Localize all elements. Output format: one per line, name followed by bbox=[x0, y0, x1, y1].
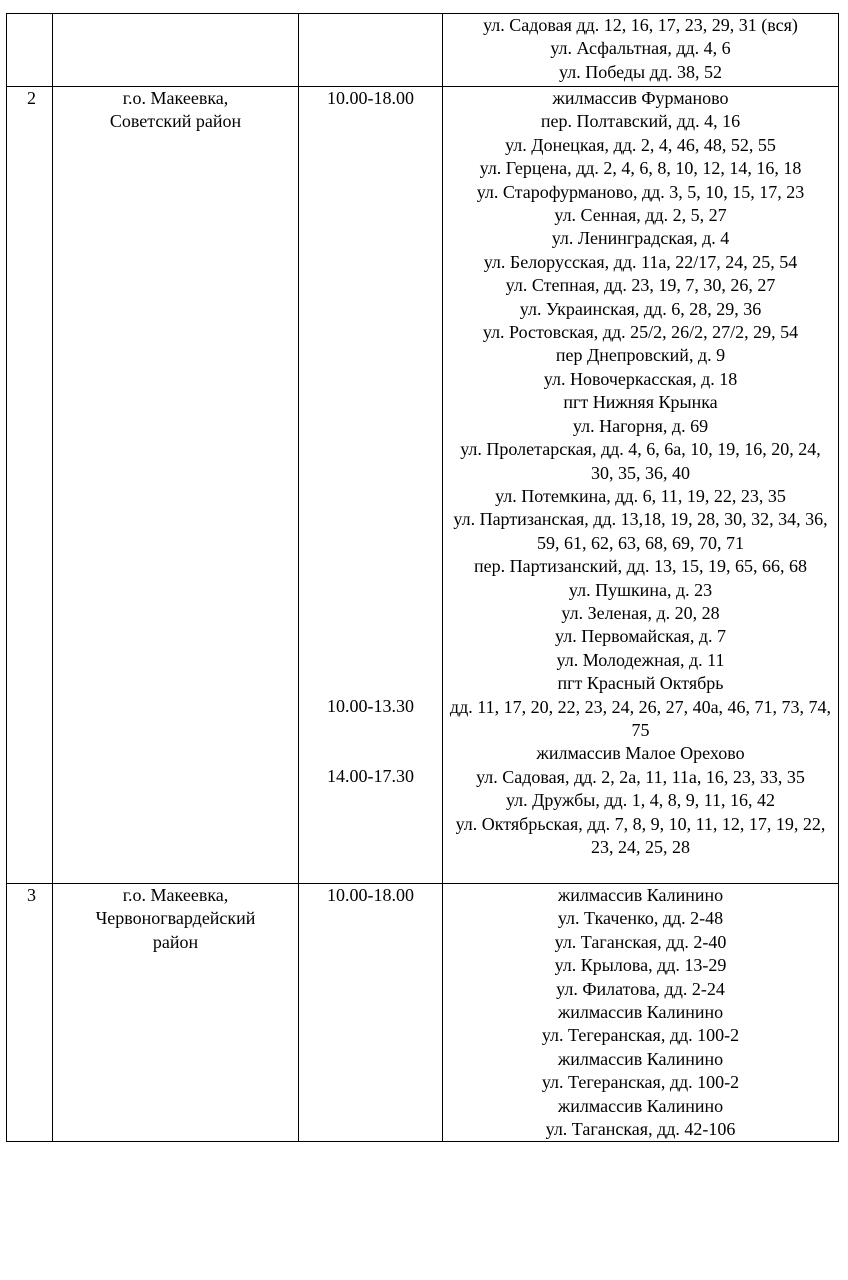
table-row bbox=[7, 884, 839, 1142]
outage-schedule-table bbox=[6, 13, 839, 1142]
address-line: ул. Октябрьская, дд. 7, 8, 9, 10, 11, 12, 17, 19, 22, 23, 24, 25, 28 bbox=[455, 813, 826, 857]
time-cell bbox=[299, 884, 443, 1142]
row-number-cell: 3 bbox=[7, 884, 53, 1142]
table-row bbox=[7, 14, 839, 87]
address-line: пгт Красный Октябрь bbox=[557, 673, 724, 694]
address-line: ул. Тегеранская, дд. 100-2 bbox=[541, 1072, 740, 1093]
area-line: г.о. Макеевка, bbox=[122, 885, 229, 905]
address-line: ул. Донецкая, дд. 2, 4, 46, 48, 52, 55 bbox=[505, 134, 776, 155]
address-cell bbox=[443, 14, 839, 87]
address-line: пер Днепровский, д. 9 bbox=[555, 345, 726, 366]
row-number-cell: 2 bbox=[7, 87, 53, 884]
address-line: ул. Садовая, дд. 2, 2а, 11, 11а, 16, 23, 33, 35 bbox=[476, 766, 805, 787]
area-line: г.о. Макеевка, bbox=[122, 88, 229, 108]
time-range: 10.00-18.00 bbox=[327, 885, 414, 905]
address-line: ул. Герцена, дд. 2, 4, 6, 8, 10, 12, 14, 16, 18 bbox=[479, 158, 802, 179]
address-line: ул. Ткаченко, дд. 2-48 bbox=[557, 908, 724, 929]
address-line: жилмассив Калинино bbox=[557, 1095, 724, 1116]
area-line: район bbox=[152, 931, 199, 952]
address-line: ул. Таганская, дд. 42-106 bbox=[545, 1119, 736, 1140]
table-row bbox=[7, 87, 839, 884]
address-line: ул. Ростовская, дд. 25/2, 26/2, 27/2, 29, 54 bbox=[482, 322, 799, 343]
address-line: ул. Пушкина, д. 23 bbox=[568, 579, 713, 600]
address-line: ул. Тегеранская, дд. 100-2 bbox=[541, 1025, 740, 1046]
address-line: ул. Пролетарская, дд. 4, 6, 6а, 10, 19, 16, 20, 24, 30, 35, 36, 40 bbox=[460, 439, 821, 483]
address-line: ул. Филатова, дд. 2-24 bbox=[556, 978, 725, 999]
address-line: ул. Украинская, дд. 6, 28, 29, 36 bbox=[519, 298, 762, 319]
address-line: ул. Молодежная, д. 11 bbox=[556, 649, 725, 670]
address-line: жилмассив Малое Орехово bbox=[536, 743, 745, 764]
address-cell bbox=[443, 884, 839, 1142]
time-range: 14.00-17.30 bbox=[327, 765, 414, 786]
address-line: ул. Таганская, дд. 2-40 bbox=[554, 931, 727, 952]
address-line: ул. Победы дд. 38, 52 bbox=[559, 61, 722, 82]
area-line: Советский район bbox=[109, 111, 242, 132]
address-line: жилмассив Калинино bbox=[557, 1048, 724, 1069]
row-number-cell bbox=[7, 14, 53, 87]
address-cell bbox=[443, 87, 839, 884]
address-line: ул. Партизанская, дд. 13,18, 19, 28, 30, 32, 34, 36, 59, 61, 62, 63, 68, 69, 70, 71 bbox=[453, 509, 828, 553]
address-line: пер. Партизанский, дд. 13, 15, 19, 65, 66, 68 bbox=[474, 556, 807, 577]
area-cell bbox=[53, 14, 299, 87]
address-line: ул. Первомайская, д. 7 bbox=[555, 626, 726, 647]
address-line: ул. Старофурманово, дд. 3, 5, 10, 15, 17, 23 bbox=[476, 181, 805, 202]
address-line: жилмассив Калинино bbox=[557, 885, 724, 905]
address-line: ул. Ленинградская, д. 4 bbox=[551, 228, 730, 249]
address-line: жилмассив Калинино bbox=[557, 1002, 724, 1023]
address-line: ул. Сенная, дд. 2, 5, 27 bbox=[554, 205, 727, 226]
address-line: ул. Нагорня, д. 69 bbox=[572, 415, 709, 436]
address-line: ул. Садовая дд. 12, 16, 17, 23, 29, 31 (вся) bbox=[483, 15, 798, 35]
address-line: ул. Потемкина, дд. 6, 11, 19, 22, 23, 35 bbox=[495, 485, 786, 506]
address-line: ул. Степная, дд. 23, 19, 7, 30, 26, 27 bbox=[505, 275, 776, 296]
time-range: 10.00-13.30 bbox=[327, 696, 414, 717]
time-cell bbox=[299, 14, 443, 87]
area-line: Червоногвардейский bbox=[95, 908, 256, 929]
address-line: ул. Новочеркасская, д. 18 bbox=[543, 368, 738, 389]
address-line: ул. Зеленая, д. 20, 28 bbox=[561, 602, 720, 623]
address-line: ул. Асфальтная, дд. 4, 6 bbox=[550, 38, 731, 59]
area-cell bbox=[53, 884, 299, 1142]
address-line: жилмассив Фурманово bbox=[552, 88, 729, 108]
address-line: ул. Крылова, дд. 13-29 bbox=[554, 955, 727, 976]
time-range: 10.00-18.00 bbox=[327, 88, 414, 108]
address-line: ул. Белорусская, дд. 11а, 22/17, 24, 25, 54 bbox=[483, 251, 798, 272]
area-cell bbox=[53, 87, 299, 884]
address-line: дд. 11, 17, 20, 22, 23, 24, 26, 27, 40а, 46, 71, 73, 74, 75 bbox=[449, 696, 832, 740]
time-cell bbox=[299, 87, 443, 884]
address-line: пер. Полтавский, дд. 4, 16 bbox=[540, 111, 741, 132]
address-line: ул. Дружбы, дд. 1, 4, 8, 9, 11, 16, 42 bbox=[505, 790, 776, 811]
address-line: пгт Нижняя Крынка bbox=[563, 392, 718, 413]
